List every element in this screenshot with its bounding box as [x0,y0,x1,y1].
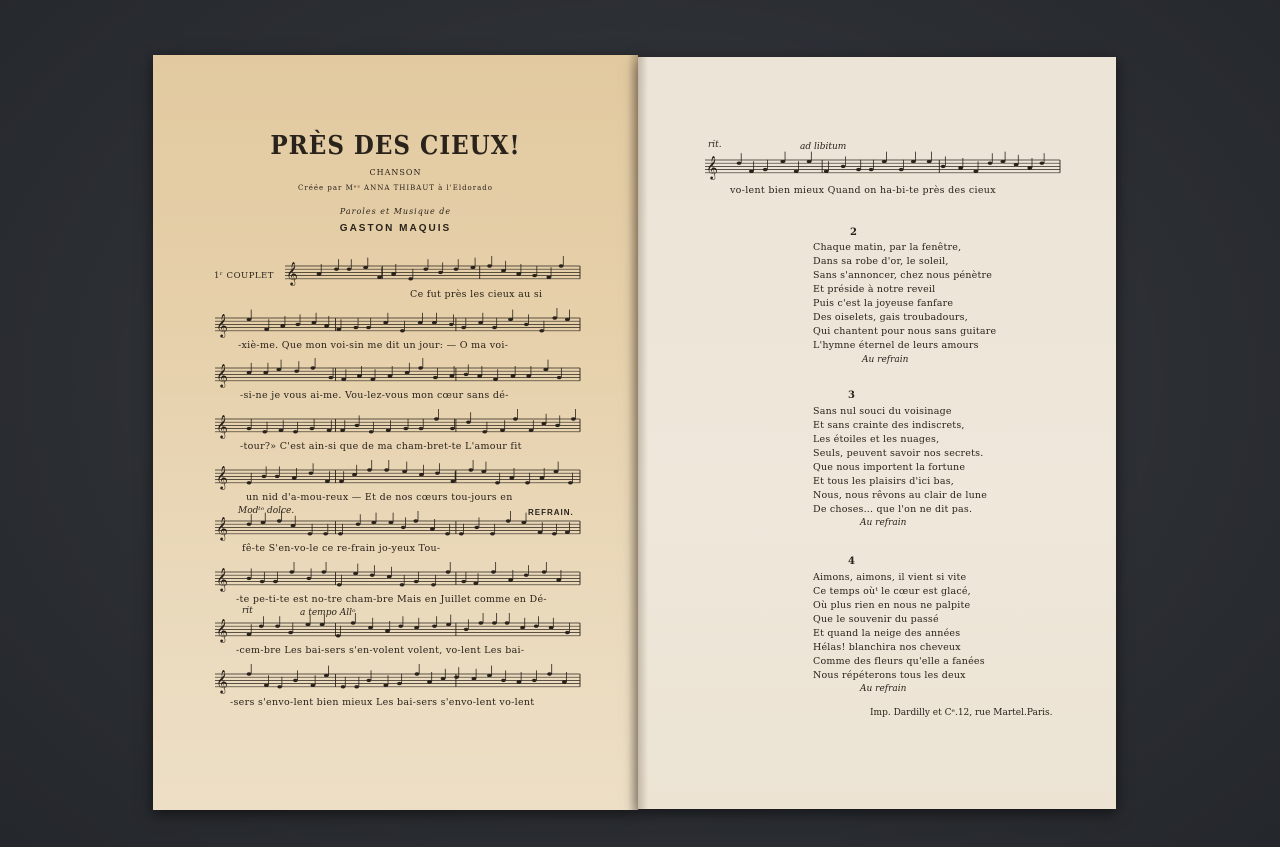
stanza-4-refrain: Au refrain [860,684,907,694]
stanza-4-number: 4 [848,556,855,567]
created-by: Créée par Mᵉˢ ANNA THIBAUT à l'Eldorado [298,184,493,192]
stanza-3-line-6: Et tous les plaisirs d'ici bas, [813,476,954,487]
right-top-lyric: vo-lent bien mieux Quand on ha-bi-te près des cieux [730,185,996,196]
lyric-line-1: Ce fut près les cieux au si [410,289,543,300]
stanza-3-line-1: Sans nul souci du voisinage [813,406,952,417]
stanza-3-refrain: Au refrain [860,518,907,528]
a-tempo-marking: a tempo Allᵒ [300,608,356,618]
stanza-3-line-4: Seuls, peuvent savoir nos secrets. [813,448,984,459]
stanza-2-number: 2 [850,227,857,238]
stanza-2-line-4: Et préside à notre reveil [813,284,936,295]
svg-text:𝄞: 𝄞 [216,669,228,693]
stanza-4-line-4: Que le souvenir du passé [813,614,939,625]
couplet-label: 1ʳ COUPLET [214,271,274,281]
song-title: PRÈS DES CIEUX! [270,129,521,162]
lyric-line-4: -tour?» C'est ain-si que de ma cham-bret-te L'amour fit [240,441,522,452]
svg-text:𝄞: 𝄞 [216,313,228,337]
stanza-2-line-8: L'hymne éternel de leurs amours [813,340,979,351]
ad-libitum-marking: ad libitum [800,142,847,152]
stanza-3-line-2: Et sans crainte des indiscrets, [813,420,965,431]
lyric-line-3: -si-ne je vous ai-me. Vou-lez-vous mon cœur sans dé- [240,390,509,401]
rit-marking-right: rit. [708,140,722,150]
stanza-4-line-2: Ce temps oùᵗ le cœur est glacé, [813,586,971,597]
stanza-3-line-7: Nous, nous rêvons au clair de lune [813,490,988,501]
stanza-2-line-3: Sans s'annoncer, chez nous pénètre [813,270,993,281]
stanza-4-line-3: Où plus rien en nous ne palpite [813,600,971,611]
author-name: GASTON MAQUIS [339,223,452,234]
lyric-line-6: fê-te S'en-vo-le ce re-frain jo-yeux Tou- [242,543,441,554]
rit-marking: rit [242,606,253,616]
svg-text:𝄞: 𝄞 [216,567,228,591]
words-music-credit: Paroles et Musique de [339,207,452,216]
svg-text:𝄞: 𝄞 [706,155,718,179]
svg-text:𝄞: 𝄞 [216,618,228,642]
svg-text:𝄞: 𝄞 [216,465,228,489]
svg-text:𝄞: 𝄞 [216,516,228,540]
stanza-4-line-8: Nous répéterons tous les deux [813,670,966,681]
lyric-line-7: -te pe-ti-te est no-tre cham-bre Mais en Juillet comme en Dé- [236,594,547,605]
stanza-4-line-7: Comme des fleurs qu'elle a fanées [813,656,985,667]
stanza-4-line-6: Hélas! blanchira nos cheveux [813,642,961,653]
stanza-2-line-5: Puis c'est la joyeuse fanfare [813,298,954,309]
svg-text:𝄞: 𝄞 [216,414,228,438]
svg-text:𝄞: 𝄞 [286,261,298,285]
stanza-3-line-8: De choses... que l'on ne dit pas. [813,504,973,515]
song-genre: CHANSON [369,168,422,177]
printer-imprint: Imp. Dardilly et Cᵉ.12, rue Martel.Paris. [870,708,1053,718]
refrain-marking: REFRAIN. [528,508,574,517]
stanza-3-line-5: Que nous importent la fortune [813,462,966,473]
lyric-line-8: -cem-bre Les bai-sers s'en-volent volent, vo-lent Les bai- [236,645,525,656]
stanza-2-line-2: Dans sa robe d'or, le soleil, [813,256,949,267]
stanza-4-line-5: Et quand la neige des années [813,628,961,639]
stanza-2-line-1: Chaque matin, par la fenêtre, [813,242,962,253]
lyric-line-5: un nid d'a-mou-reux — Et de nos cœurs tou-jours en [246,492,513,503]
lyric-line-2: -xiè-me. Que mon voi-sin me dit un jour: — O ma voi- [238,340,509,351]
stanza-2-line-7: Qui chantent pour nous sans guitare [813,326,997,337]
moderato-marking: Modᵗᵒ dolce. [238,506,295,516]
stanza-3-number: 3 [848,390,855,401]
lyric-line-9: -sers s'envo-lent bien mieux Les bai-sers s'envo-lent vo-lent [230,697,535,708]
stanza-2-line-6: Des oiselets, gais troubadours, [813,312,968,323]
stanza-3-line-3: Les étoiles et les nuages, [813,434,940,445]
svg-text:𝄞: 𝄞 [216,363,228,387]
stanza-4-line-1: Aimons, aimons, il vient si vite [813,572,967,583]
stanza-2-refrain: Au refrain [862,355,909,365]
staff-right [705,152,1060,180]
